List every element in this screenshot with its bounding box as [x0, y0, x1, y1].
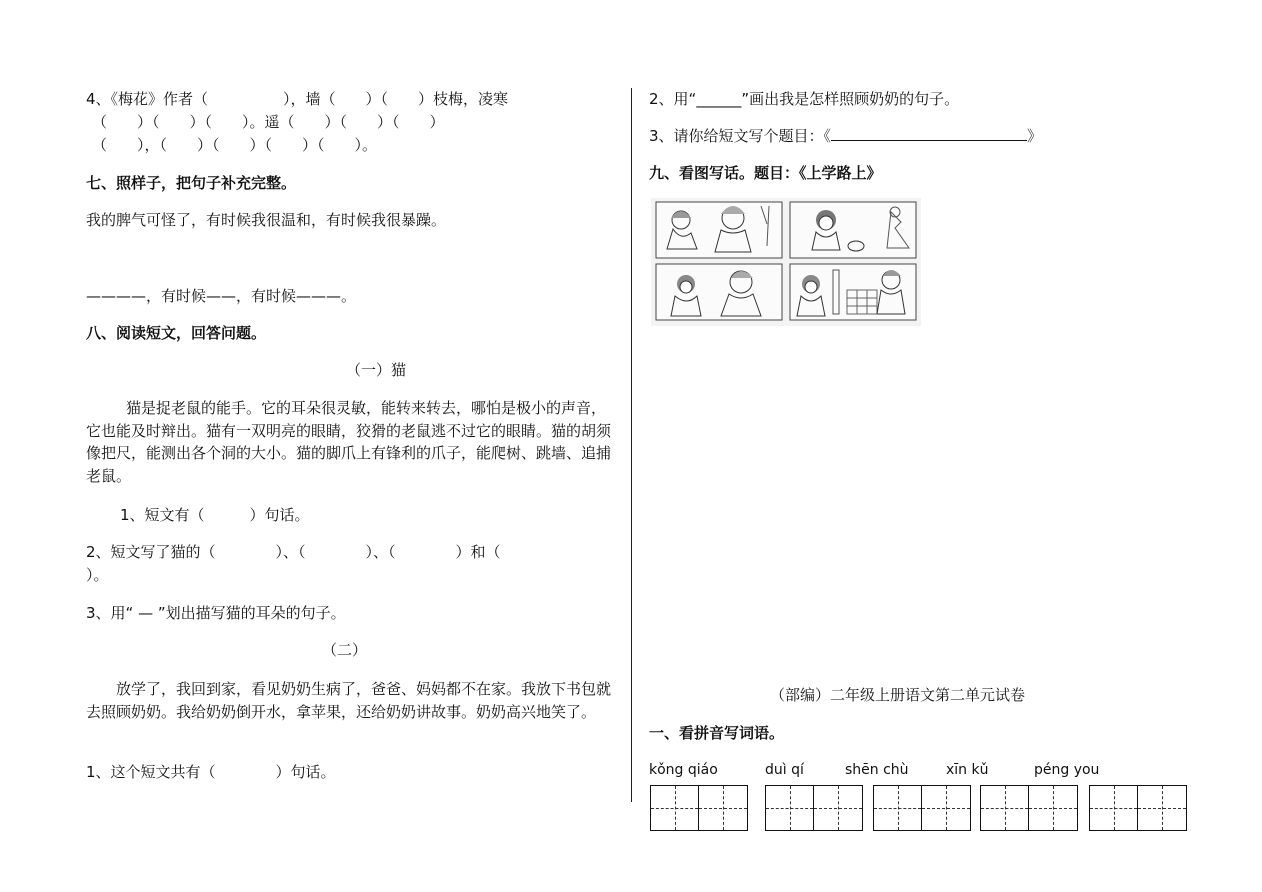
question-3-suffix: 》: [1027, 127, 1043, 145]
section-7-example: 我的脾气可怪了，有时候我很温和，有时候我很暴躁。: [86, 211, 447, 229]
grid-cell[interactable]: [1138, 786, 1186, 830]
q4-line-1: 4、《梅花》作者（ ），墙（ ）（ ）枝梅，凌寒: [86, 90, 509, 108]
section-9-title: 九、看图写话。题目：《上学路上》: [649, 164, 882, 182]
writing-grid[interactable]: [1089, 785, 1187, 831]
passage-2-question-2: 2、用“______”画出我是怎样照顾奶奶的句子。: [649, 90, 960, 108]
q4-line-2: （ ）（ ）（ ）。遥（ ）（ ）（ ）: [92, 113, 445, 131]
passage-1-title: （一）猫: [346, 361, 407, 379]
passage-1-text: 猫是捉老鼠的能手。它的耳朵很灵敏，能转来转去，哪怕是极小的声音，它也能及时辩出。猫有一双明亮的眼睛，狡猾的老鼠逃不过它的眼睛。猫的胡须像把尺，能测出各个洞的大小。猫的脚爪上有锋利的爪子，能爬树、跳墙、追捕老鼠。: [86, 399, 612, 485]
passage-1-question-3: 3、用“ — ”划出描写猫的耳朵的句子。: [86, 604, 346, 622]
passage-1-question-1: 1、短文有（ ）句话。: [120, 506, 310, 524]
picture-story-image: [651, 198, 921, 326]
grid-cell[interactable]: [981, 786, 1029, 830]
passage-1-question-2-line-1: 2、短文写了猫的（ ）、（ ）、（ ）和（: [86, 543, 501, 561]
paper-title: （部编）二年级上册语文第二单元试卷: [770, 686, 1026, 704]
section-7-title: 七、照样子，把句子补充完整。: [86, 174, 297, 192]
title-answer-line[interactable]: [831, 126, 1027, 141]
writing-grid[interactable]: [980, 785, 1078, 831]
grid-cell[interactable]: [814, 786, 862, 830]
pinyin-label: shēn chù: [845, 762, 909, 778]
section-1-title: 一、看拼音写词语。: [649, 724, 785, 742]
writing-grid[interactable]: [650, 785, 748, 831]
grid-cell[interactable]: [922, 786, 970, 830]
grid-cell[interactable]: [874, 786, 922, 830]
section-8-title: 八、阅读短文，回答问题。: [86, 324, 267, 342]
writing-grid[interactable]: [765, 785, 863, 831]
pinyin-label: duì qí: [765, 762, 804, 778]
passage-2-question-3: [649, 125, 1042, 147]
passage-2-text: 放学了，我回到家，看见奶奶生病了，爸爸、妈妈都不在家。我放下书包就去照顾奶奶。我给奶奶倒开水，拿苹果，还给奶奶讲故事。奶奶高兴地笑了。: [86, 680, 612, 721]
q4-line-3: （ ），（ ）（ ）（ ）（ ）。: [92, 136, 378, 154]
grid-cell[interactable]: [1090, 786, 1138, 830]
picture-story-drawing: [651, 198, 921, 326]
question-3-prefix: 3、请你给短文写个题目：《: [649, 127, 832, 145]
passage-2-question-1: 1、这个短文共有（ ）句话。: [86, 763, 336, 781]
grid-cell[interactable]: [1029, 786, 1077, 830]
pinyin-label: kǒng qiáo: [649, 762, 718, 778]
passage-1-question-2-line-2: ）。: [86, 566, 109, 584]
pinyin-label: xīn kǔ: [946, 762, 989, 778]
column-divider: [631, 88, 632, 802]
grid-cell[interactable]: [651, 786, 699, 830]
writing-grid[interactable]: [873, 785, 971, 831]
section-7-blank: ————，有时候——，有时候———。: [86, 287, 357, 305]
grid-cell[interactable]: [766, 786, 814, 830]
grid-cell[interactable]: [699, 786, 747, 830]
pinyin-label: péng you: [1034, 762, 1100, 778]
passage-2-title: （二）: [322, 641, 368, 659]
